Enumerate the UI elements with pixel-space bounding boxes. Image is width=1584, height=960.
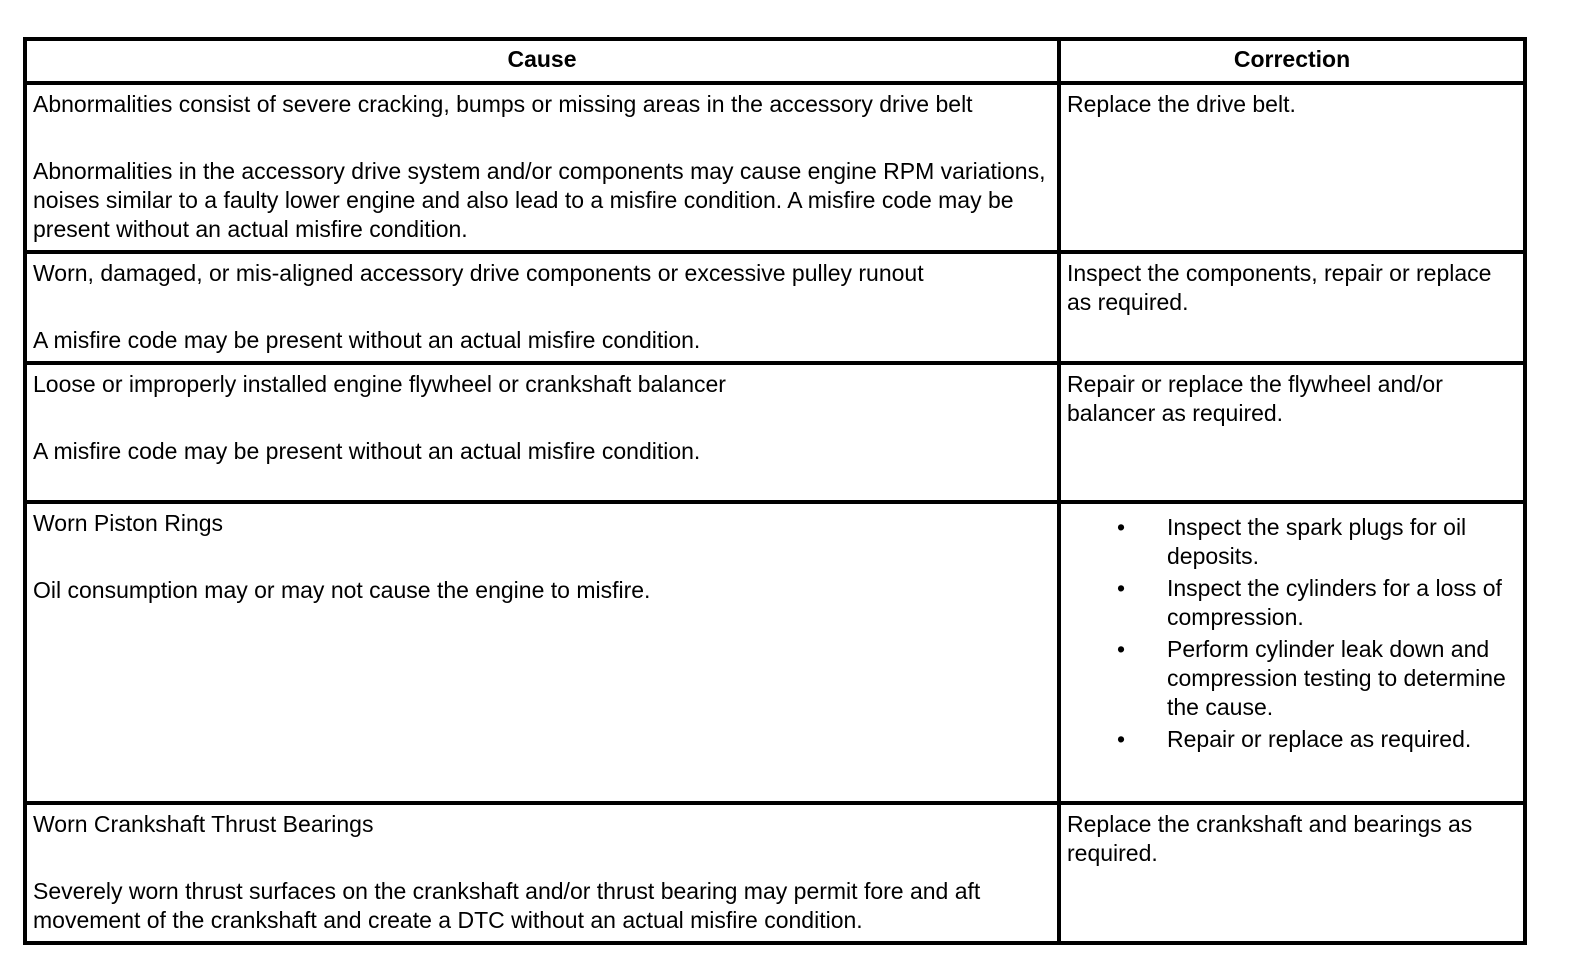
cause-cell — [25, 363, 1059, 502]
header-correction: Correction — [1059, 39, 1525, 83]
bullet-text: Repair or replace as required. — [1167, 726, 1472, 752]
cause-detail: Abnormalities in the accessory drive system and/or components may cause engine RPM variations, noises similar to a faulty lower engine and also lead to a misfire condition. A misfire code may be present without an actual misfire condition. — [33, 158, 1046, 242]
bullet-text: Inspect the cylinders for a loss of compression. — [1167, 575, 1502, 630]
correction-text: Replace the crankshaft and bearings as required. — [1067, 811, 1473, 866]
correction-text: Inspect the components, repair or replace as required. — [1067, 260, 1492, 315]
table-row — [25, 252, 1525, 363]
table-row — [25, 502, 1525, 803]
cause-detail: Severely worn thrust surfaces on the crankshaft and/or thrust bearing may permit fore and aft movement of the crankshaft and create a DTC without an actual misfire condition. — [33, 878, 981, 933]
diagnostic-table — [23, 37, 1527, 945]
correction-cell — [1059, 502, 1525, 803]
correction-cell — [1059, 363, 1525, 502]
table-header-row — [25, 39, 1525, 83]
header-cause: Cause — [25, 39, 1059, 83]
bullet-icon: • — [1117, 575, 1126, 601]
bullet-icon: • — [1117, 726, 1126, 752]
cause-cell — [25, 502, 1059, 803]
correction-bullet-list — [1067, 513, 1518, 754]
correction-text: Repair or replace the flywheel and/or balancer as required. — [1067, 371, 1443, 426]
bullet-text: Perform cylinder leak down and compression testing to determine the cause. — [1167, 636, 1506, 720]
bullet-icon: • — [1117, 514, 1126, 540]
cause-title: Abnormalities consist of severe cracking, bumps or missing areas in the accessory drive belt — [33, 91, 973, 117]
cause-title: Worn Crankshaft Thrust Bearings — [33, 811, 374, 837]
list-item — [1067, 725, 1518, 754]
correction-text: Replace the drive belt. — [1067, 91, 1296, 117]
table-row — [25, 363, 1525, 502]
cause-cell — [25, 83, 1059, 252]
list-item — [1067, 635, 1518, 722]
correction-cell — [1059, 803, 1525, 943]
cause-detail: Oil consumption may or may not cause the engine to misfire. — [33, 577, 651, 603]
list-item — [1067, 574, 1518, 632]
cause-title: Loose or improperly installed engine flywheel or crankshaft balancer — [33, 371, 726, 397]
bullet-text: Inspect the spark plugs for oil deposits. — [1167, 514, 1467, 569]
bullet-icon: • — [1117, 636, 1126, 662]
cause-cell — [25, 252, 1059, 363]
correction-cell — [1059, 83, 1525, 252]
table-row — [25, 83, 1525, 252]
correction-cell — [1059, 252, 1525, 363]
cause-title: Worn Piston Rings — [33, 510, 224, 536]
cause-title: Worn, damaged, or mis-aligned accessory drive components or excessive pulley runout — [33, 260, 924, 286]
cause-cell — [25, 803, 1059, 943]
table-row — [25, 803, 1525, 943]
cause-detail: A misfire code may be present without an actual misfire condition. — [33, 327, 701, 353]
list-item — [1067, 513, 1518, 571]
cause-detail: A misfire code may be present without an actual misfire condition. — [33, 438, 701, 464]
